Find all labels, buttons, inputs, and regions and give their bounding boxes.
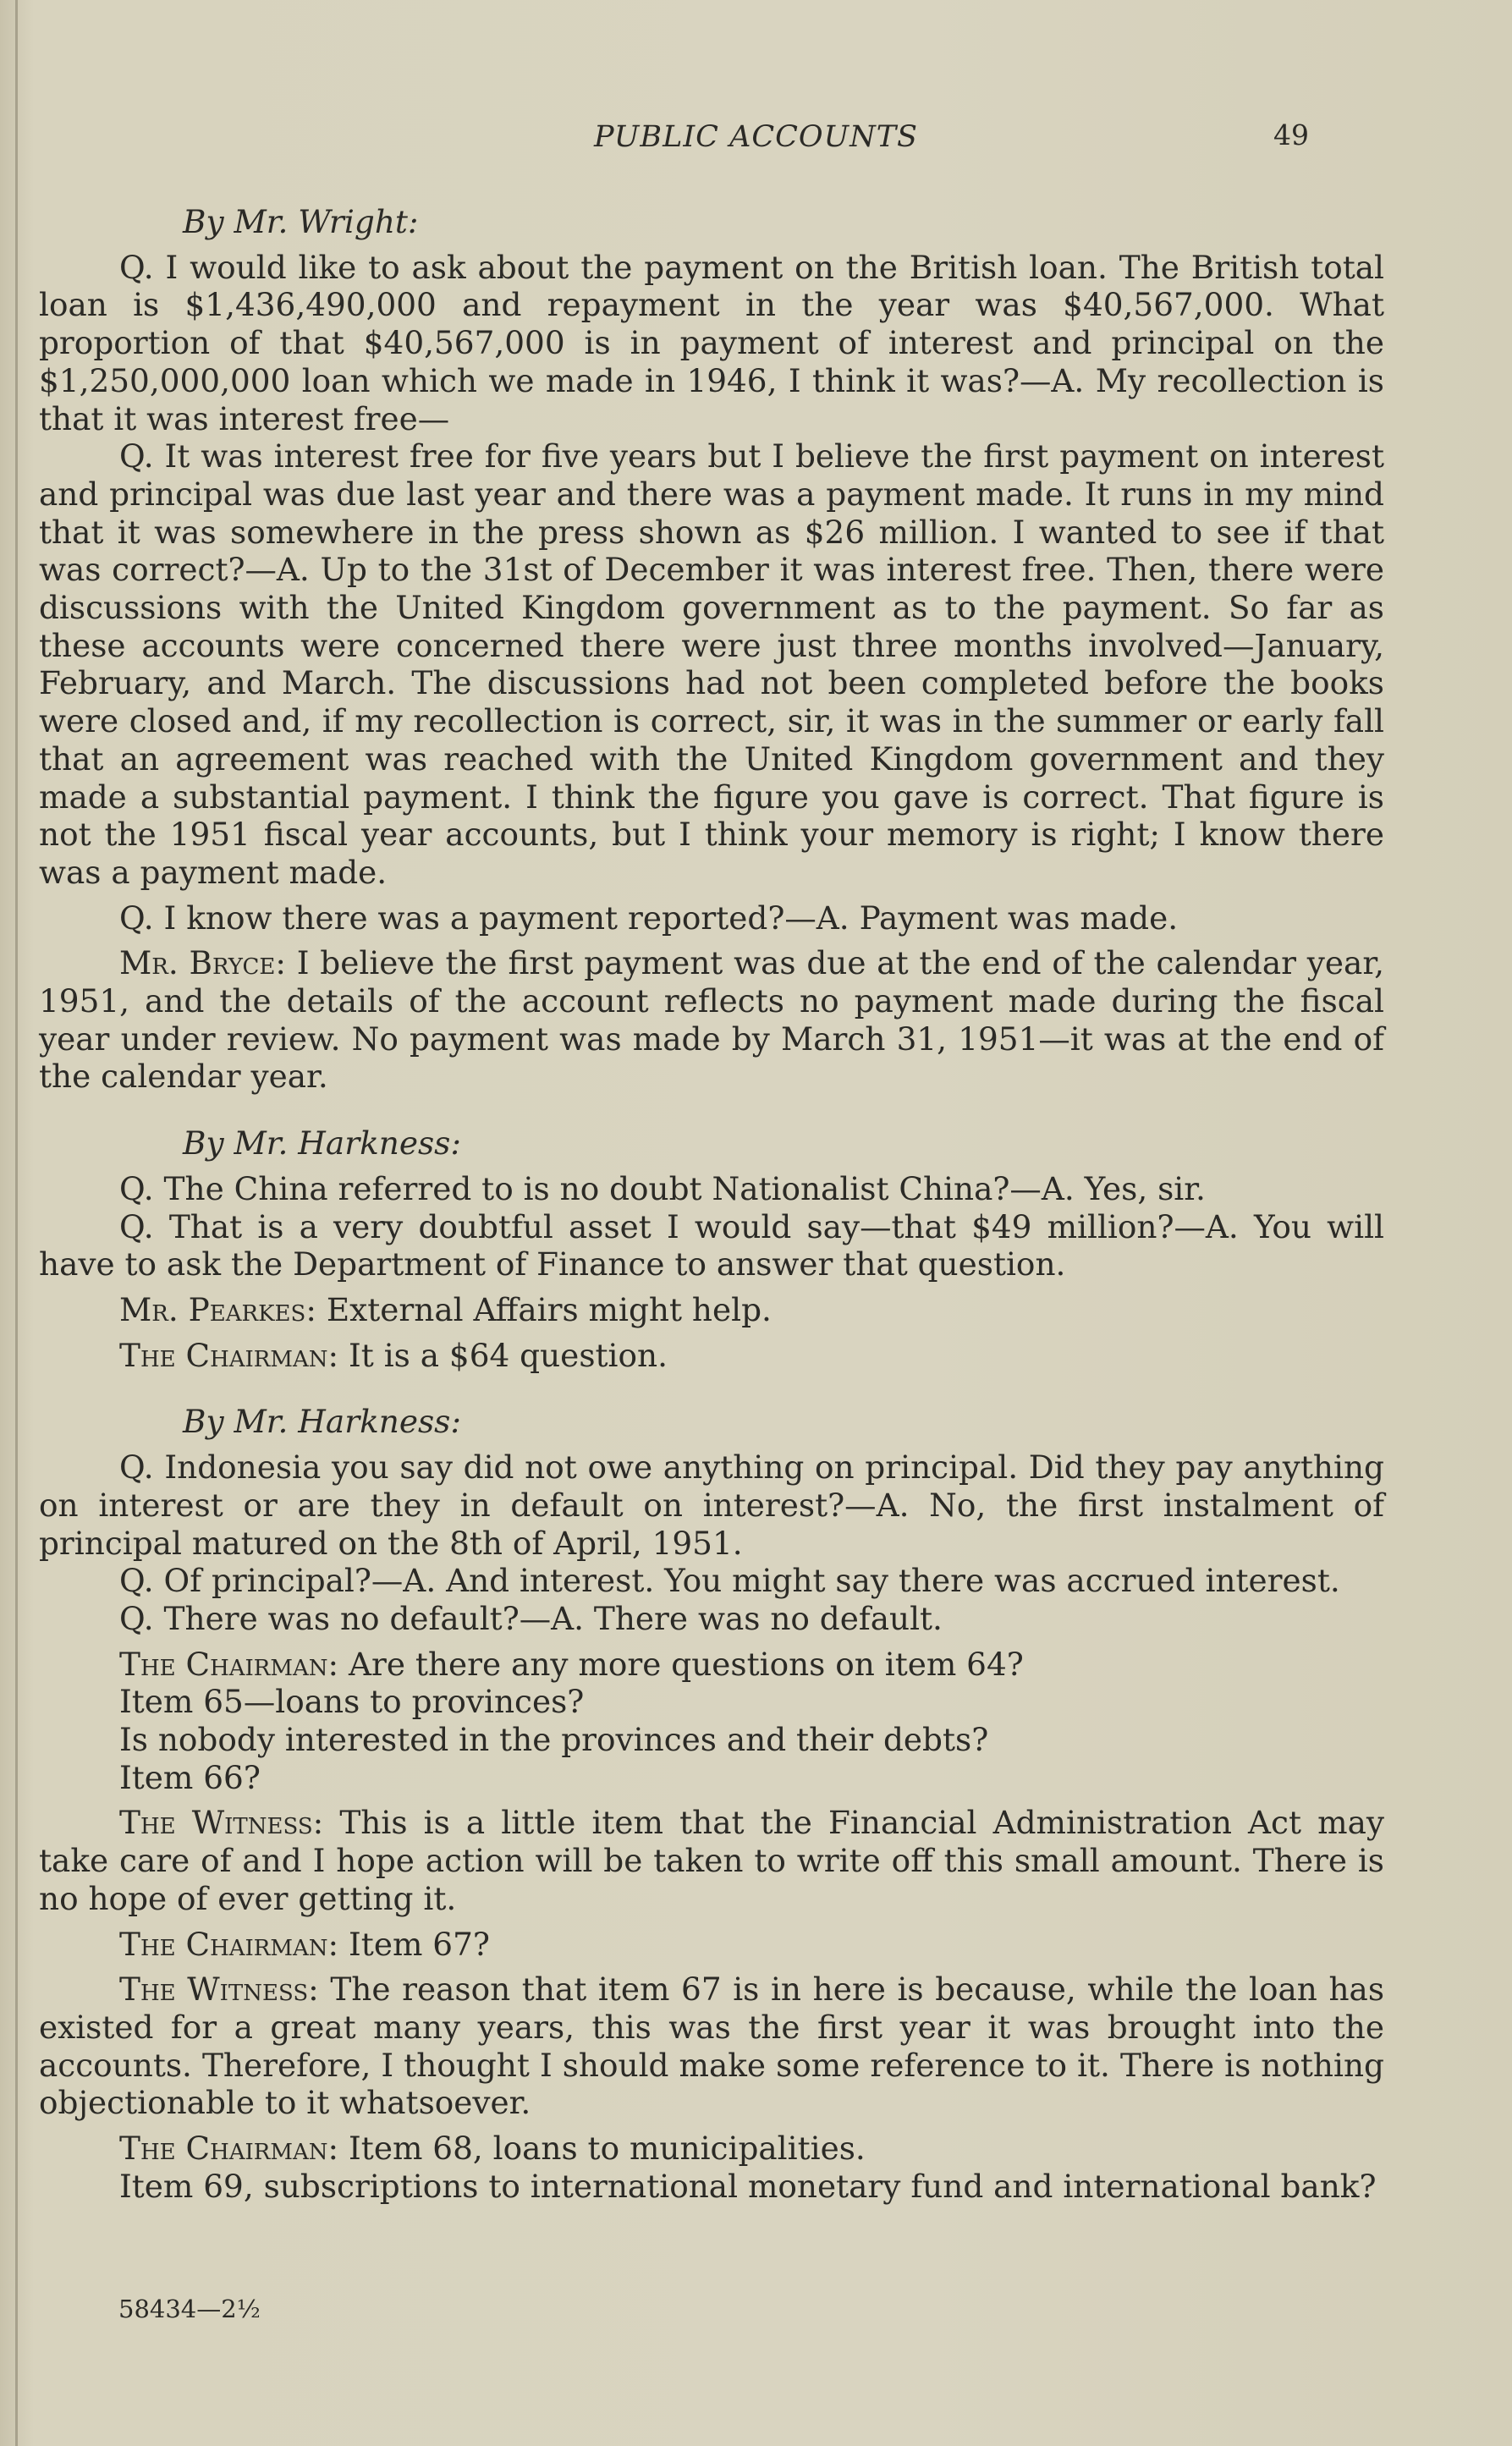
- paragraph: Mr. Bryce: I believe the first payment was due at the end of the calendar year, 1951, and the details of the account reflects no payment made during the fiscal year under review. No payment was made by March 31, 1951—it was at the end of the calendar year.: [39, 944, 1384, 1096]
- paragraph: Q. I would like to ask about the payment on the British loan. The British total loan is $1,436,490,000 and repayment in the year was $40,567,000. What proportion of that $40,567,000 is in payment of interest and principal on the $1,250,000,000 loan which we made in 1946, I think it was?—A. My recollection is that it was interest free—: [39, 248, 1384, 437]
- speaker-name: The Chairman:: [119, 1645, 339, 1683]
- speaker-name: The Witness:: [119, 1804, 324, 1842]
- page-binding-edge: [15, 0, 18, 2446]
- printer-signature: 58434—2½: [118, 2295, 261, 2323]
- speaker-name: The Chairman:: [119, 1925, 339, 1963]
- paragraph: Q. Of principal?—A. And interest. You might say there was accrued interest.: [119, 1562, 1340, 1600]
- paragraph: Q. There was no default?—A. There was no default.: [119, 1599, 943, 1637]
- paragraph: The Chairman: Item 67?: [119, 1925, 490, 1963]
- paragraph: The Chairman: It is a $64 question.: [119, 1336, 668, 1374]
- page-header: [0, 120, 1512, 162]
- speaker-name: The Witness:: [119, 1971, 319, 2009]
- paragraph: Mr. Pearkes: External Affairs might help.: [119, 1290, 772, 1328]
- paragraph: The Witness: The reason that item 67 is in here is because, while the loan has existed for a great many years, this was the first year it was brought into the accounts. Therefore, I thought I should make some reference to it. There is nothing objectionable to it whatsoever.: [39, 1971, 1385, 2122]
- paragraph: Q. The China referred to is no doubt Nationalist China?—A. Yes, sir.: [119, 1169, 1206, 1207]
- paragraph: The Witness: This is a little item that the Financial Administration Act may take care of and I hope action will be taken to write off this small amount. There is no hope of ever getting it.: [39, 1804, 1385, 1917]
- paragraph: Q. I know there was a payment reported?—A. Payment was made.: [119, 899, 1179, 937]
- paragraph: The Chairman: Item 68, loans to municipalities.: [119, 2130, 866, 2168]
- speaker-name: The Chairman:: [119, 2130, 339, 2168]
- page-body: [39, 203, 1384, 2205]
- examiner-heading: By Mr. Harkness:: [183, 1124, 461, 1163]
- examiner-heading: By Mr. Wright:: [183, 203, 419, 240]
- speaker-name: Mr. Pearkes:: [119, 1290, 316, 1328]
- paragraph: The Chairman: Are there any more questions on item 64?: [119, 1645, 1024, 1683]
- page-number: 49: [1273, 118, 1309, 151]
- paragraph: Is nobody interested in the provinces and their debts?: [119, 1721, 989, 1759]
- paragraph: Item 69, subscriptions to international monetary fund and international bank?: [119, 2167, 1377, 2205]
- paragraph: Item 66?: [119, 1758, 261, 1796]
- running-head: PUBLIC ACCOUNTS: [593, 120, 919, 154]
- paragraph: Q. It was interest free for five years but I believe the first payment on interest and principal was due last year and there was a payment made. It runs in my mind that it was somewhere in the press shown as $26 million. I wanted to see if that was correct?—A. Up to the 31st of December it was interest free. Then, there were discussions with the United Kingdom government as to the payment. So far as these accounts were concerned there were just three months involved—January, February, and March. The discussions had not been completed before the books were closed and, if my recollection is correct, sir, it was in the summer or early fall that an agreement was reached with the United Kingdom government and they made a substantial payment. I think the figure you gave is correct. That figure is not the 1951 fiscal year accounts, but I think your memory is right; I know there was a payment made.: [39, 437, 1384, 891]
- speaker-name: The Chairman:: [119, 1336, 339, 1374]
- speaker-name: Mr. Bryce:: [119, 944, 286, 982]
- paragraph: Q. That is a very doubtful asset I would say—that $49 million?—A. You will have to ask the Department of Finance to answer that question.: [39, 1207, 1384, 1283]
- paragraph: Q. Indonesia you say did not owe anything on principal. Did they pay anything on interest or are they in default on interest?—A. No, the first instalment of principal matured on the 8th of April, 1951.: [39, 1448, 1384, 1562]
- paragraph: Item 65—loans to provinces?: [119, 1683, 585, 1721]
- examiner-heading: By Mr. Harkness:: [183, 1403, 461, 1441]
